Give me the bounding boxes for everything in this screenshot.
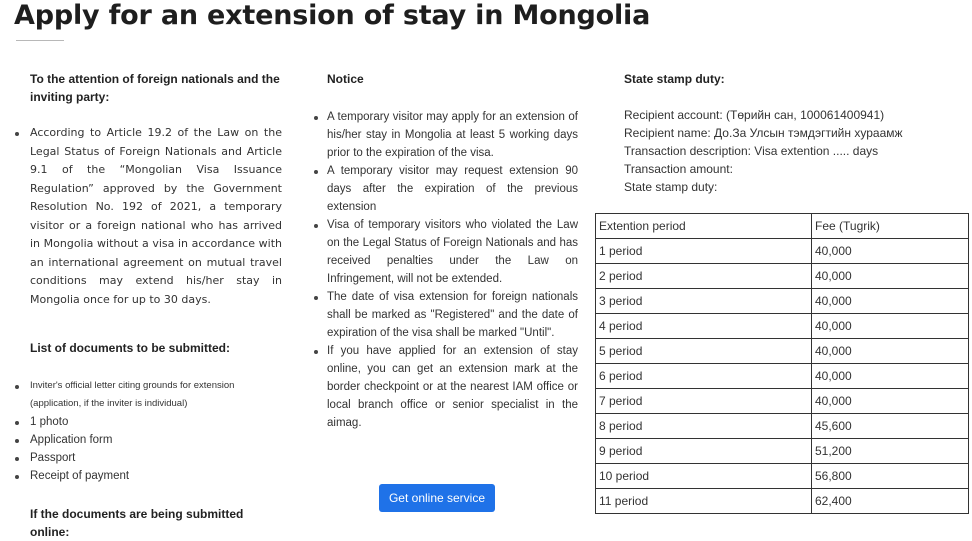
period-cell: 11 period [596,489,812,514]
rule-item: According to Article 19.2 of the Law on the Legal Status of Foreign Nationals and Article 9.1 of the “Mongolian Visa Issuance Regulation” approved by the Government Resolution No. 192 of 2021, a temporary visitor or a foreign national who has arrived in Mongolia without a visa in accordance with an international agreement on mutual travel conditions may extend his/her stay in Mongolia once for up to 30 days. [14,124,282,309]
table-row [596,364,969,389]
table-row [596,389,969,414]
notice-item: A temporary visitor may request extension 90 days after the expiration of the previous extension [310,162,578,216]
table-row [596,239,969,264]
period-cell: 2 period [596,264,812,289]
document-item: 1 photo [14,413,282,431]
period-cell: 3 period [596,289,812,314]
stamp-duty-heading: State stamp duty: [624,72,725,86]
fee-cell: 40,000 [812,264,969,289]
fee-cell: 51,200 [812,439,969,464]
period-cell: 9 period [596,439,812,464]
table-row [596,464,969,489]
column-header-fee: Fee (Tugrik) [812,214,969,239]
notice-heading: Notice [327,72,364,86]
online-submission-heading: If the documents are being submitted online: [30,507,244,539]
table-row [596,339,969,364]
fee-cell: 56,800 [812,464,969,489]
document-item: Application form [14,431,282,449]
stamp-duty-column [624,70,969,196]
recipient-name: Recipient name: До.За Улсын тэмдэгтийн хураамж [624,126,903,140]
table-row [596,414,969,439]
notice-item: The date of visa extension for foreign nationals shall be marked as "Registered" and the date of expiration of the visa shall be marked "Until". [310,288,578,342]
period-cell: 7 period [596,389,812,414]
period-cell: 10 period [596,464,812,489]
table-row [596,264,969,289]
table-row [596,489,969,514]
notice-list [310,108,578,432]
fee-cell: 40,000 [812,289,969,314]
notice-item: If you have applied for an extension of stay online, you can get an extension mark at the border checkpoint or at the nearest IAM office or local branch office or senior specialist in the aimag. [310,342,578,432]
fee-cell: 40,000 [812,314,969,339]
attention-column [14,70,282,541]
transaction-amount: Transaction amount: [624,162,733,176]
fee-cell: 40,000 [812,364,969,389]
get-online-service-button[interactable]: Get online service [379,484,495,512]
table-header-row [596,214,969,239]
document-item: Passport [14,449,282,467]
payment-details [624,106,969,196]
period-cell: 5 period [596,339,812,364]
fee-cell: 40,000 [812,339,969,364]
fee-table [595,213,969,514]
table-row [596,289,969,314]
attention-rules-list [14,124,282,309]
page-title: Apply for an extension of stay in Mongolia [14,0,651,31]
period-cell: 4 period [596,314,812,339]
fee-cell: 45,600 [812,414,969,439]
transaction-description: Transaction description: Visa extention ..... days [624,144,879,158]
recipient-account: Recipient account: (Төрийн сан, 100061400941) [624,108,885,122]
fee-cell: 62,400 [812,489,969,514]
period-cell: 6 period [596,364,812,389]
notice-column [310,70,578,432]
table-row [596,314,969,339]
fee-cell: 40,000 [812,389,969,414]
title-underline [16,40,64,41]
fee-cell: 40,000 [812,239,969,264]
document-item: Inviter's official letter citing grounds for extension (application, if the inviter is individual) [14,377,282,413]
notice-item: Visa of temporary visitors who violated the Law on the Legal Status of Foreign Nationals and has received penalties under the Law on Infringement, will not be extended. [310,216,578,288]
period-cell: 1 period [596,239,812,264]
table-row [596,439,969,464]
documents-heading: List of documents to be submitted: [30,341,230,355]
documents-list [14,377,282,485]
column-header-period: Extention period [596,214,812,239]
period-cell: 8 period [596,414,812,439]
document-item: Receipt of payment [14,467,282,485]
attention-heading: To the attention of foreign nationals and the inviting party: [30,72,280,104]
state-stamp-duty-label: State stamp duty: [624,180,718,194]
notice-item: A temporary visitor may apply for an extension of his/her stay in Mongolia at least 5 working days prior to the expiration of the visa. [310,108,578,162]
